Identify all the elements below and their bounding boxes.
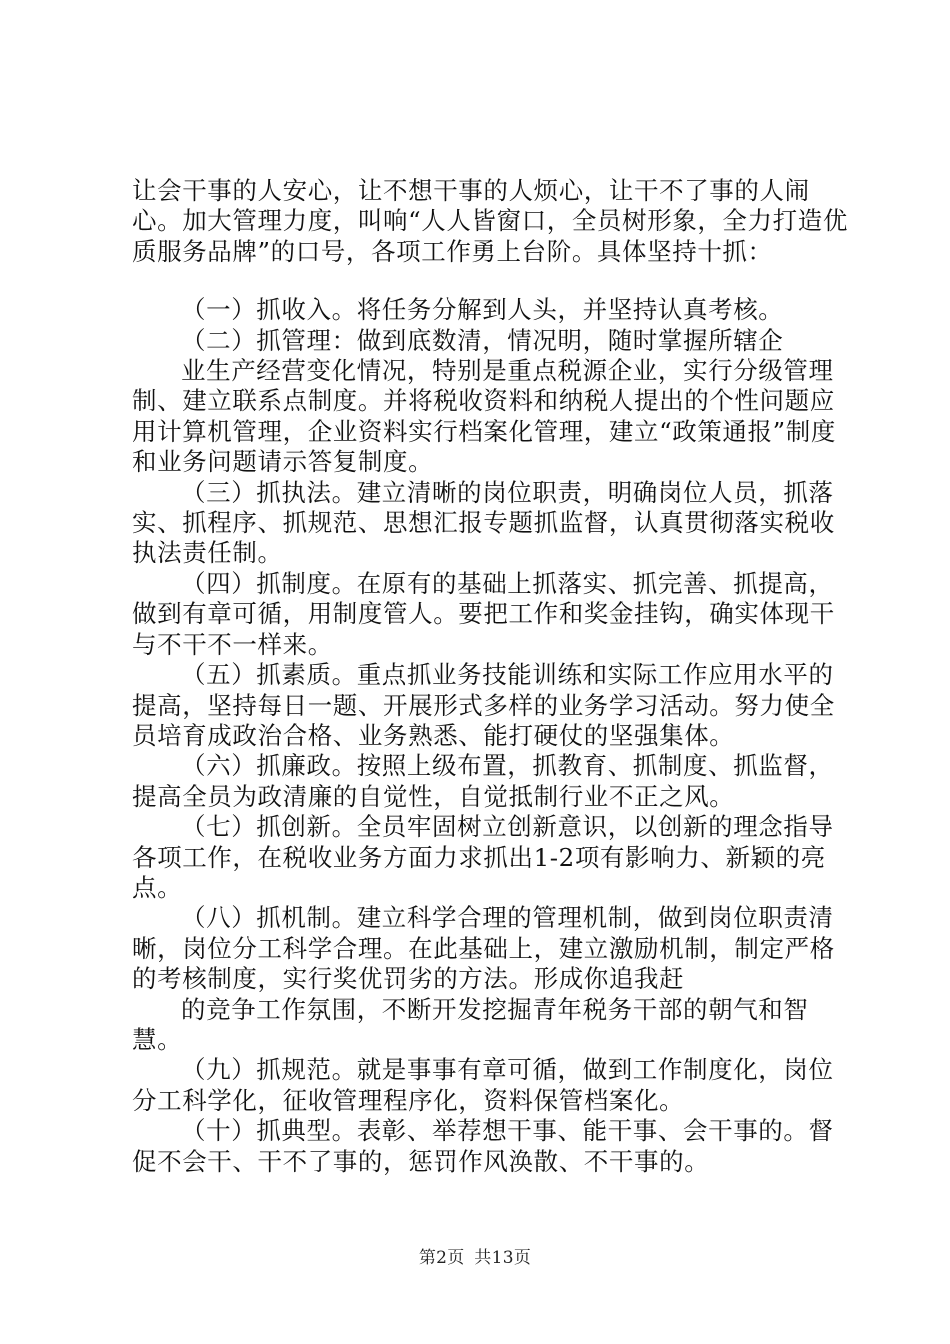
item-10: （十）抓典型。表彰、举荐想干事、能干事、会干事的。督促不会干、干不了事的，惩罚作风涣散、不干事的。 — [132, 1116, 834, 1176]
item-3: （三）抓执法。建立清晰的岗位职责，明确岗位人员，抓落实、抓程序、抓规范、思想汇报专题抓监督，认真贯彻落实税收执法责任制。 — [132, 477, 835, 568]
item-9: （九）抓规范。就是事事有章可循，做到工作制度化，岗位分工科学化，征收管理程序化，资料保管档案化。 — [132, 1055, 834, 1115]
document-body — [132, 176, 852, 1177]
page-total: 共13页 — [474, 1248, 532, 1268]
item-2-continued: 业生产经营变化情况，特别是重点税源企业，实行分级管理制、建立联系点制度。并将税收资料和纳税人提出的个性问题应用计算机管理，企业资料实行档案化管理，建立“政策通报”制度和业务问题请示答复制度。 — [132, 356, 836, 477]
item-4: （四）抓制度。在原有的基础上抓落实、抓完善、抓提高，做到有章可循，用制度管人。要把工作和奖金挂钩，确实体现干与不干不一样来。 — [132, 568, 835, 659]
page-footer — [0, 1243, 950, 1268]
intro-paragraph: 让会干事的人安心，让不想干事的人烦心，让干不了事的人闹心。加大管理力度，叫响“人人皆窗口，全员树形象，全力打造优质服务品牌”的口号，各项工作勇上台阶。具体坚持十抓： — [132, 176, 848, 266]
item-1: （一）抓收入。将任务分解到人头，并坚持认真考核。 — [181, 295, 784, 325]
paragraph-gap — [132, 267, 852, 295]
page-number: 第2页 — [418, 1248, 465, 1268]
item-8: （八）抓机制。建立科学合理的管理机制，做到岗位职责清晰，岗位分工科学合理。在此基础上，建立激励机制，制定严格的考核制度，实行奖优罚劣的方法。形成你追我赶 — [132, 903, 835, 994]
item-8-continued: 的竞争工作氛围，不断开发挖掘青年税务干部的朝气和智慧。 — [132, 994, 809, 1054]
item-5: （五）抓素质。重点抓业务技能训练和实际工作应用水平的提高，坚持每日一题、开展形式多样的业务学习活动。努力使全员培育成政治合格、业务熟悉、能打硬仗的坚强集体。 — [132, 660, 835, 750]
item-7: （七）抓创新。全员牢固树立创新意识，以创新的理念指导各项工作，在税收业务方面力求抓出1-2项有影响力、新颖的亮点。 — [132, 812, 834, 902]
item-2: （二）抓管理：做到底数清，情况明，随时掌握所辖企 — [181, 325, 784, 355]
item-6: （六）抓廉政。按照上级布置，抓教育、抓制度、抓监督，提高全员为政清廉的自觉性，自觉抵制行业不正之风。 — [132, 751, 834, 811]
